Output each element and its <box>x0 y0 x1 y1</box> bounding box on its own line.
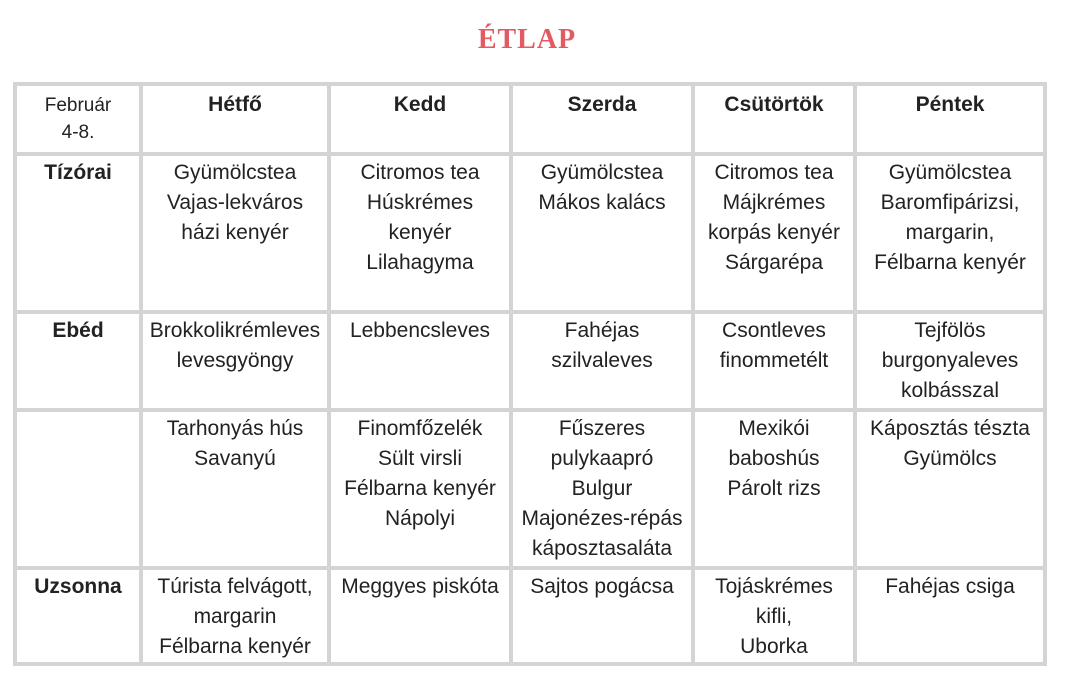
page-title: ÉTLAP <box>477 24 577 55</box>
meal-label-empty <box>15 410 141 568</box>
date-range-cell: Február 4-8. <box>15 84 141 154</box>
weekly-menu-table <box>13 82 1047 666</box>
meal-label-uzsonna: Uzsonna <box>15 568 141 664</box>
menu-cell: Csontleves finommetélt <box>693 312 855 410</box>
menu-cell: Brokkolikrémleves levesgyöngy <box>141 312 329 410</box>
menu-cell: Fűszeres pulykaapró Bulgur Majonézes-répás káposztasaláta <box>511 410 693 568</box>
menu-cell: Gyümölcstea Baromfipárizsi, margarin, Félbarna kenyér <box>855 154 1045 312</box>
menu-cell: Káposztás tészta Gyümölcs <box>855 410 1045 568</box>
menu-cell: Gyümölcstea Vajas-lekváros házi kenyér <box>141 154 329 312</box>
table-row <box>15 568 1045 664</box>
menu-cell: Sajtos pogácsa <box>511 568 693 664</box>
menu-cell: Finomfőzelék Sült virsli Félbarna kenyér Nápolyi <box>329 410 511 568</box>
day-header-thursday: Csütörtök <box>693 84 855 154</box>
menu-cell: Citromos tea Húskrémes kenyér Lilahagyma <box>329 154 511 312</box>
table-row <box>15 410 1045 568</box>
menu-cell: Fahéjas szilvaleves <box>511 312 693 410</box>
day-header-tuesday: Kedd <box>329 84 511 154</box>
menu-cell: Lebbencsleves <box>329 312 511 410</box>
menu-cell: Tejfölös burgonyaleves kolbásszal <box>855 312 1045 410</box>
meal-label-ebed: Ebéd <box>15 312 141 410</box>
menu-cell: Gyümölcstea Mákos kalács <box>511 154 693 312</box>
day-header-monday: Hétfő <box>141 84 329 154</box>
menu-cell: Meggyes piskóta <box>329 568 511 664</box>
menu-cell: Fahéjas csiga <box>855 568 1045 664</box>
menu-cell: Tojáskrémes kifli, Uborka <box>693 568 855 664</box>
menu-cell: Citromos tea Májkrémes korpás kenyér Sárgarépa <box>693 154 855 312</box>
menu-cell: Mexikói baboshús Párolt rizs <box>693 410 855 568</box>
day-header-friday: Péntek <box>855 84 1045 154</box>
meal-label-tizorai: Tízórai <box>15 154 141 312</box>
menu-cell: Tarhonyás hús Savanyú <box>141 410 329 568</box>
header-row <box>15 84 1045 154</box>
table-row <box>15 312 1045 410</box>
day-header-wednesday: Szerda <box>511 84 693 154</box>
menu-cell: Túrista felvágott, margarin Félbarna kenyér <box>141 568 329 664</box>
table-row <box>15 154 1045 312</box>
